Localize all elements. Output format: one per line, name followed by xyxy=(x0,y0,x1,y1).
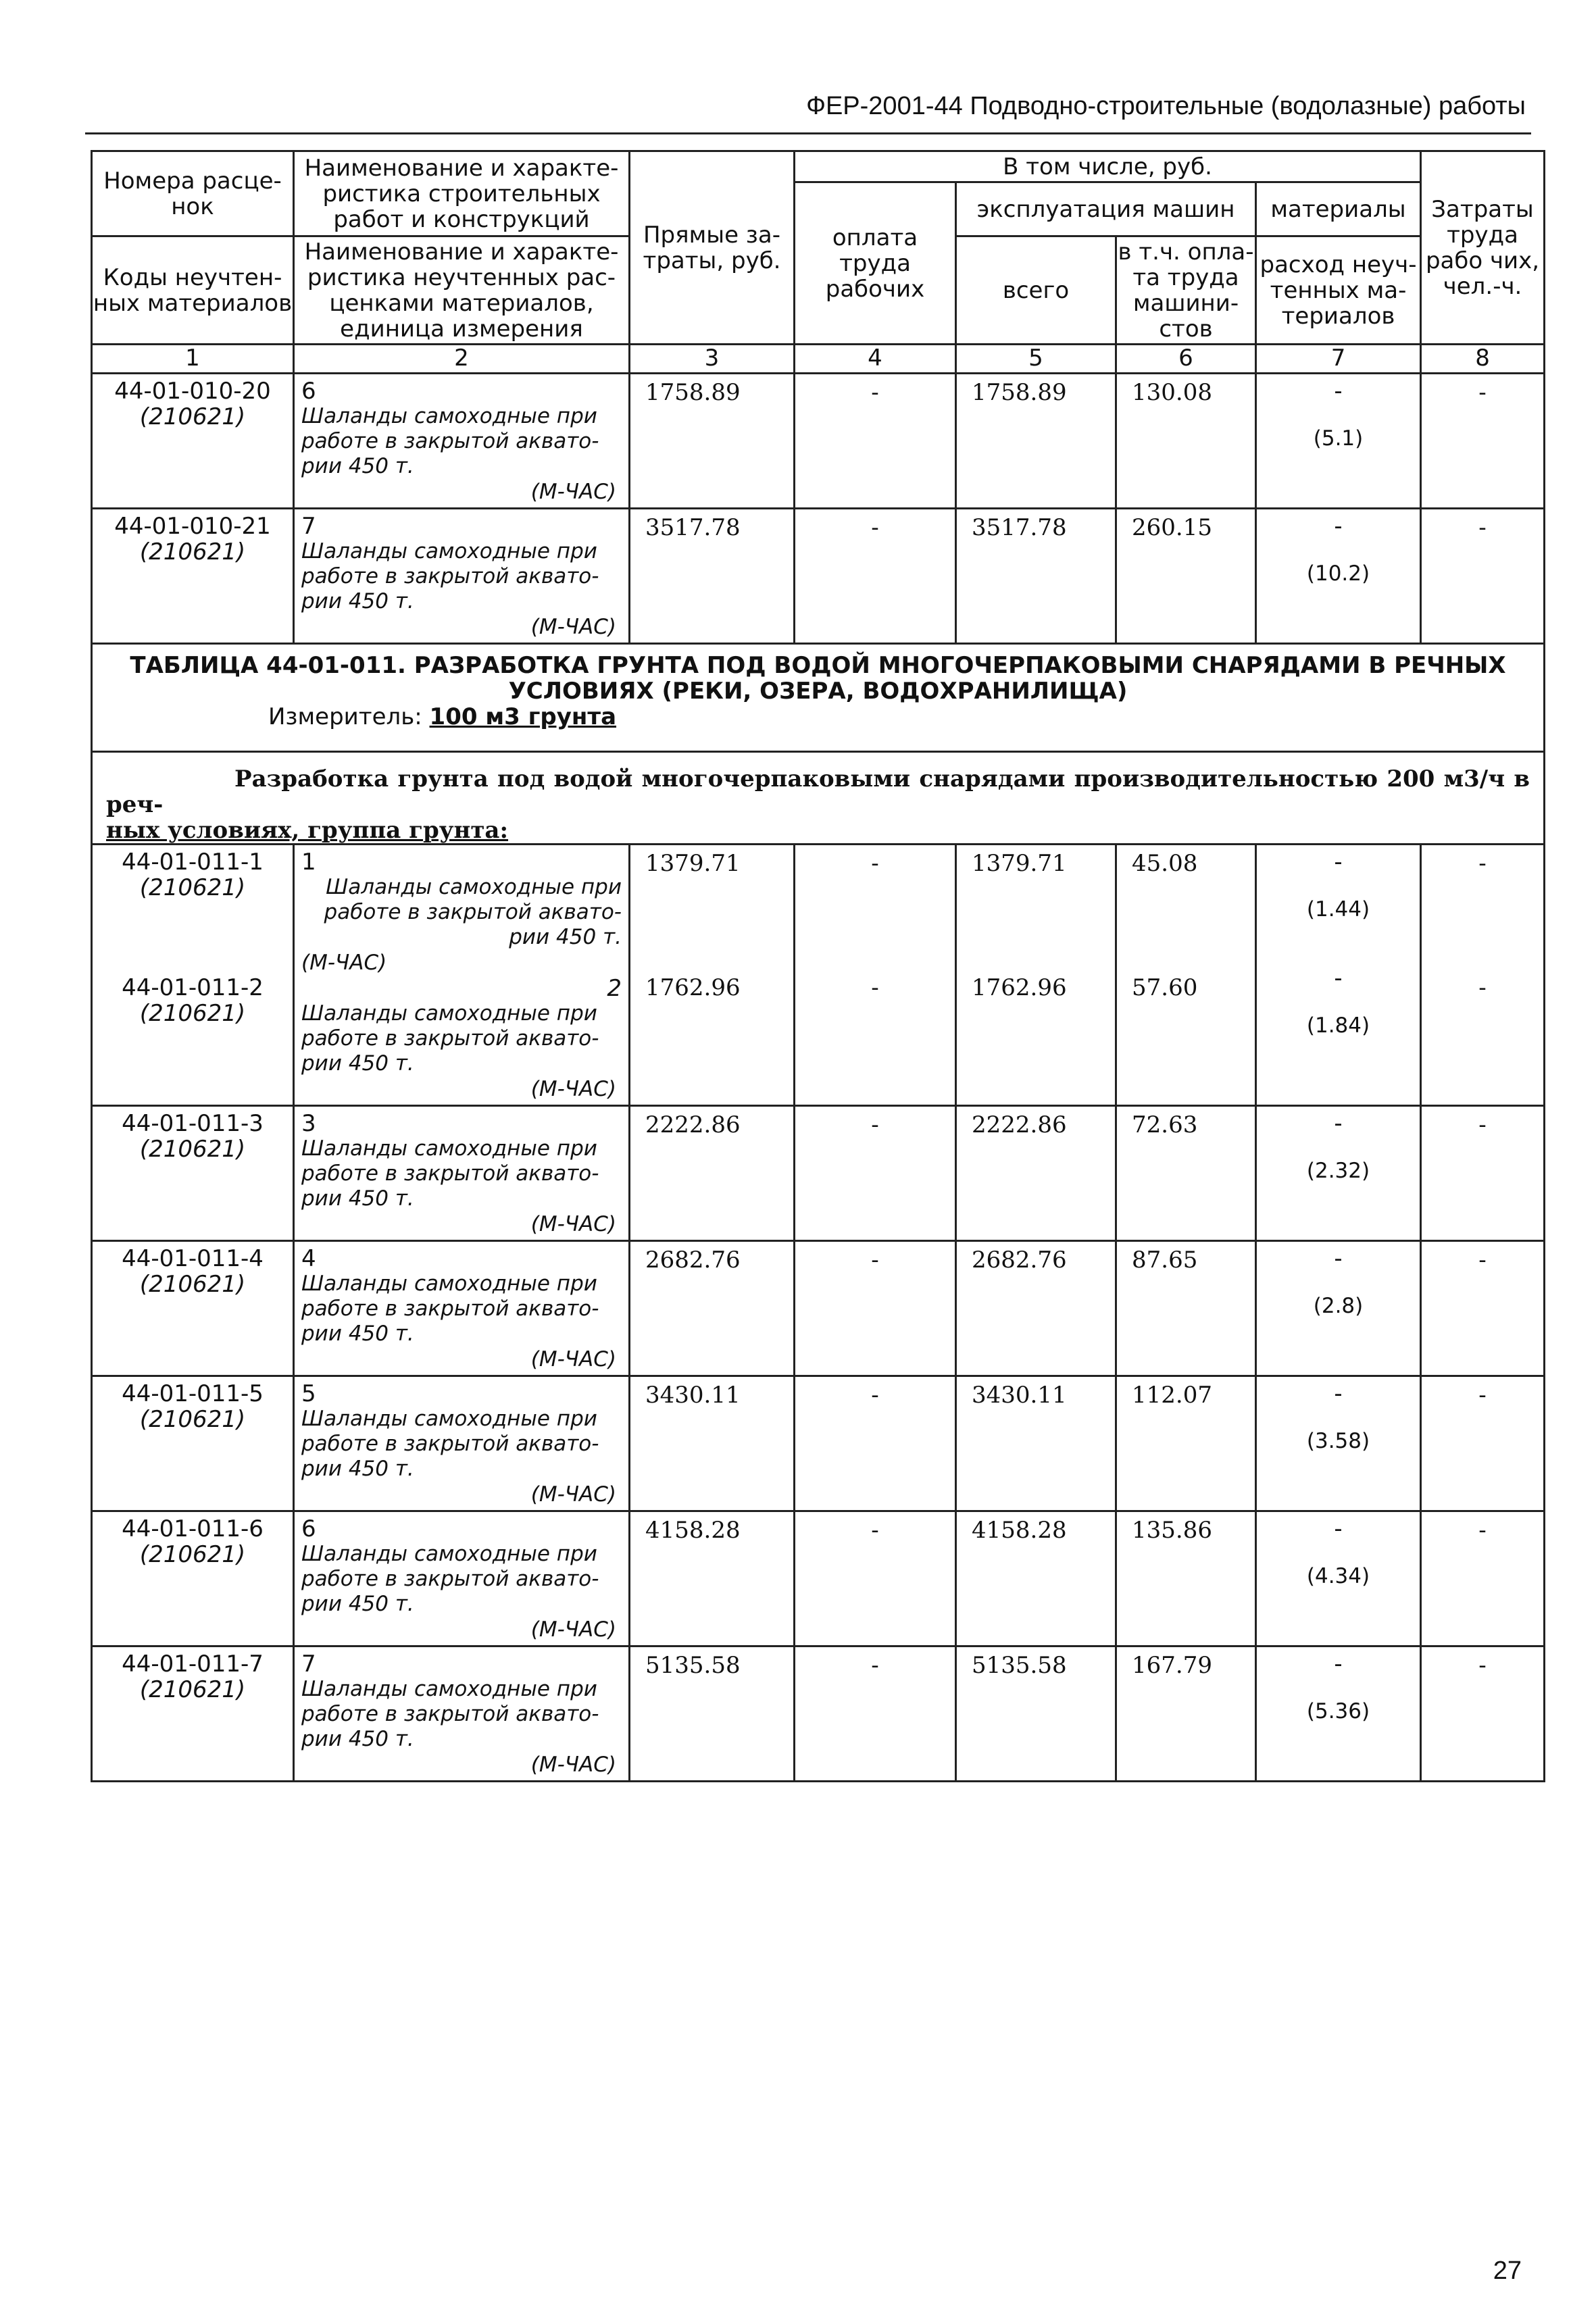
worker-pay: - xyxy=(795,509,956,644)
machinist-pay-cell xyxy=(1116,845,1256,1106)
material-code: (210621) xyxy=(139,1000,246,1027)
table-row xyxy=(92,1511,1545,1646)
unit-label: (М-ЧАС) xyxy=(530,615,616,639)
header-work-name: Наименование и характе-ристика строительных работ и конструкций xyxy=(294,151,630,236)
description-line: Шаланды самоходные при xyxy=(301,1136,597,1161)
rate-code: 44-01-011-1 xyxy=(122,849,264,876)
machines-total: 3517.78 xyxy=(956,509,1116,644)
description-line: Шаланды самоходные при xyxy=(301,1407,597,1431)
description-line: Шаланды самоходные при xyxy=(301,1542,597,1566)
code-cell xyxy=(92,1241,294,1376)
machinist-pay: 130.08 xyxy=(1116,374,1256,509)
worker-pay: - xyxy=(795,1511,956,1646)
machines-total: 1758.89 xyxy=(956,374,1116,509)
material-value: - xyxy=(1334,1651,1343,1678)
material-code: (210621) xyxy=(139,538,246,565)
running-header-text: ФЕР-2001-44 Подводно-строительные (водолазные) работы xyxy=(806,92,1526,120)
material-code: (210621) xyxy=(139,874,246,901)
material-cell xyxy=(1256,1376,1421,1511)
worker-pay: - xyxy=(795,1376,956,1511)
labor-hours: - xyxy=(1421,1511,1545,1646)
direct-cost: 5135.58 xyxy=(630,1646,795,1782)
machines-total: 3430.11 xyxy=(956,1376,1116,1511)
description-line: работе в закрытой аквато- xyxy=(301,1297,599,1321)
labor-hours: - xyxy=(1421,374,1545,509)
machinist-pay: 167.79 xyxy=(1116,1646,1256,1782)
machinist-pay: 72.63 xyxy=(1116,1106,1256,1241)
unit-label: (М-ЧАС) xyxy=(530,480,616,504)
column-number: 1 xyxy=(92,345,294,374)
section-heading-row xyxy=(92,752,1545,845)
worker-pay: - xyxy=(871,974,879,1001)
labor-hours: - xyxy=(1421,1376,1545,1511)
description-line: рии 450 т. xyxy=(301,1322,414,1346)
direct-cost: 1379.71 xyxy=(645,850,741,877)
unit-label: (М-ЧАС) xyxy=(530,1753,616,1777)
rate-code: 44-01-010-20 xyxy=(114,378,271,405)
description-cell xyxy=(294,509,630,644)
machines-total: 1762.96 xyxy=(972,974,1067,1001)
material-value: - xyxy=(1334,1515,1343,1542)
machinist-pay: 260.15 xyxy=(1116,509,1256,644)
direct-cost: 3517.78 xyxy=(630,509,795,644)
code-cell xyxy=(92,1511,294,1646)
description-cell xyxy=(294,1241,630,1376)
code-cell xyxy=(92,845,294,1106)
material-cell xyxy=(1256,1511,1421,1646)
description-line: работе в закрытой аквато- xyxy=(301,429,599,453)
column-number: 6 xyxy=(1116,345,1256,374)
material-quantity: (4.34) xyxy=(1306,1564,1370,1588)
header-machinist-pay: в т.ч. опла-та труда машини-стов xyxy=(1116,236,1256,345)
header-machines-total: всего xyxy=(956,236,1116,345)
direct-cost-cell xyxy=(630,845,795,1106)
description-line: Шаланды самоходные при xyxy=(301,1677,597,1701)
description-line: рии 450 т. xyxy=(301,1051,414,1076)
table-row xyxy=(92,509,1545,644)
measure-label: Измеритель: xyxy=(268,703,422,730)
description-line: работе в закрытой аквато- xyxy=(301,1567,599,1591)
description-line: Шаланды самоходные при xyxy=(326,875,622,899)
material-value: - xyxy=(1334,513,1343,540)
unit-label: (М-ЧАС) xyxy=(530,1077,616,1101)
material-code: (210621) xyxy=(139,1406,246,1433)
direct-cost: 1758.89 xyxy=(630,374,795,509)
material-cell xyxy=(1256,1241,1421,1376)
machines-total: 1379.71 xyxy=(972,850,1067,877)
item-number: 6 xyxy=(301,1515,316,1542)
column-number: 3 xyxy=(630,345,795,374)
direct-cost: 2682.76 xyxy=(630,1241,795,1376)
material-value: - xyxy=(1334,1380,1343,1407)
unit-label: (М-ЧАС) xyxy=(530,1212,616,1236)
description-cell xyxy=(294,1106,630,1241)
table-row xyxy=(92,1646,1545,1782)
machines-total: 2682.76 xyxy=(956,1241,1116,1376)
description-line: рии 450 т. xyxy=(301,1457,414,1481)
description-line: работе в закрытой аквато- xyxy=(301,564,599,588)
material-quantity: (2.32) xyxy=(1306,1159,1370,1183)
material-code: (210621) xyxy=(139,1136,246,1163)
section-heading-line-2 xyxy=(106,818,1530,843)
header-including: В том числе, руб. xyxy=(795,151,1421,182)
rate-code: 44-01-011-5 xyxy=(122,1380,264,1407)
description-line: Шаланды самоходные при xyxy=(301,1001,597,1026)
section-heading-underlined: ных условиях, группа грунта: xyxy=(106,817,509,844)
description-line: работе в закрытой аквато- xyxy=(301,1432,599,1456)
description-line: рии 450 т. xyxy=(301,1727,414,1751)
labor-hours: - xyxy=(1478,974,1487,1001)
direct-cost: 1762.96 xyxy=(645,974,741,1001)
code-cell xyxy=(92,509,294,644)
material-value: - xyxy=(1334,1245,1343,1272)
header-rate-numbers: Номера расце-нок xyxy=(92,151,294,236)
item-number: 1 xyxy=(301,849,316,876)
column-number: 2 xyxy=(294,345,630,374)
description-cell xyxy=(294,1511,630,1646)
unit-label: (М-ЧАС) xyxy=(530,1482,616,1507)
machinist-pay: 87.65 xyxy=(1116,1241,1256,1376)
spacer xyxy=(972,876,1115,975)
machines-total: 2222.86 xyxy=(956,1106,1116,1241)
direct-cost: 4158.28 xyxy=(630,1511,795,1646)
rate-code: 44-01-011-7 xyxy=(122,1651,264,1678)
machines-total-cell xyxy=(956,845,1116,1106)
rate-code: 44-01-011-2 xyxy=(122,974,264,1001)
header-material-usage: расход неуч-тенных ма-териалов xyxy=(1256,236,1421,345)
description-line: работе в закрытой аквато- xyxy=(301,1161,599,1186)
material-quantity: (5.1) xyxy=(1313,426,1364,451)
price-table xyxy=(91,150,1545,1782)
spacer xyxy=(1257,922,1420,965)
header-material-name: Наименование и характе-ристика неучтенных рас-ценками материалов, единица измерения xyxy=(294,236,630,345)
worker-pay: - xyxy=(795,374,956,509)
table-row xyxy=(92,1376,1545,1511)
spacer xyxy=(93,901,293,975)
rate-code: 44-01-011-3 xyxy=(122,1110,264,1137)
item-number: 3 xyxy=(301,1110,316,1137)
measure-line xyxy=(106,704,1530,730)
material-value: - xyxy=(1334,849,1343,876)
item-number: 7 xyxy=(301,513,316,540)
material-cell xyxy=(1256,1646,1421,1782)
spacer xyxy=(1132,876,1255,975)
column-number: 7 xyxy=(1256,345,1421,374)
labor-hours: - xyxy=(1421,509,1545,644)
code-cell xyxy=(92,1376,294,1511)
description-cell xyxy=(294,1646,630,1782)
description-line: работе в закрытой аквато- xyxy=(324,900,622,924)
rate-code: 44-01-011-4 xyxy=(122,1245,264,1272)
description-line: рии 450 т. xyxy=(301,454,414,478)
spacer xyxy=(1422,876,1543,975)
worker-pay: - xyxy=(795,1106,956,1241)
column-number-row xyxy=(92,345,1545,374)
material-value: - xyxy=(1334,965,1343,992)
header-materials: материалы xyxy=(1256,182,1421,236)
material-cell xyxy=(1256,509,1421,644)
running-header xyxy=(85,92,1531,134)
machinist-pay: 112.07 xyxy=(1116,1376,1256,1511)
item-number: 7 xyxy=(301,1651,316,1678)
description-line: Шаланды самоходные при xyxy=(301,404,597,428)
material-cell xyxy=(1256,1106,1421,1241)
machinist-pay: 45.08 xyxy=(1132,850,1198,877)
direct-cost: 2222.86 xyxy=(630,1106,795,1241)
description-line: рии 450 т. xyxy=(301,589,414,613)
labor-hours: - xyxy=(1478,850,1487,877)
column-number: 8 xyxy=(1421,345,1545,374)
material-value: - xyxy=(1334,1110,1343,1137)
section-heading xyxy=(92,752,1545,845)
description-line: рии 450 т. xyxy=(509,925,622,949)
code-cell xyxy=(92,374,294,509)
table-row-group xyxy=(92,845,1545,1106)
description-line: рии 450 т. xyxy=(301,1186,414,1211)
item-number: 4 xyxy=(301,1245,316,1272)
spacer xyxy=(645,876,793,975)
machinist-pay: 135.86 xyxy=(1116,1511,1256,1646)
table-row xyxy=(92,1241,1545,1376)
description-line: работе в закрытой аквато- xyxy=(301,1702,599,1726)
worker-pay: - xyxy=(795,1646,956,1782)
labor-hours: - xyxy=(1421,1106,1545,1241)
header-labor-hours: Затраты труда рабо чих, чел.-ч. xyxy=(1421,151,1545,345)
unit-label: (М-ЧАС) xyxy=(530,1347,616,1372)
header-material-codes: Коды неучтен-ных материалов xyxy=(92,236,294,345)
measure-value: 100 м3 грунта xyxy=(429,703,617,730)
header-worker-pay: оплата труда рабочих xyxy=(795,182,956,345)
unit-label: (М-ЧАС) xyxy=(530,1617,616,1642)
description-cell xyxy=(294,845,630,1106)
description-line: работе в закрытой аквато- xyxy=(301,1026,599,1051)
machines-total: 4158.28 xyxy=(956,1511,1116,1646)
material-quantity: (10.2) xyxy=(1306,561,1370,586)
item-number: 6 xyxy=(301,378,316,405)
material-quantity: (5.36) xyxy=(1306,1699,1370,1724)
material-quantity: (3.58) xyxy=(1306,1429,1370,1453)
material-code: (210621) xyxy=(139,403,246,430)
spacer xyxy=(795,876,955,975)
labor-hours-cell xyxy=(1421,845,1545,1106)
material-quantity: (1.84) xyxy=(1306,1013,1370,1038)
table-row xyxy=(92,374,1545,509)
code-cell xyxy=(92,1106,294,1241)
description-line: рии 450 т. xyxy=(301,1592,414,1616)
labor-hours: - xyxy=(1421,1241,1545,1376)
material-code: (210621) xyxy=(139,1541,246,1568)
table-title: ТАБЛИЦА 44-01-011. РАЗРАБОТКА ГРУНТА ПОД ВОДОЙ МНОГОЧЕРПАКОВЫМИ СНАРЯДАМИ В РЕЧНЫХ УСЛОВИЯХ (РЕКИ, ОЗЕРА, ВОДОХРАНИЛИЩА) xyxy=(130,652,1506,705)
rate-code: 44-01-011-6 xyxy=(122,1515,264,1542)
code-cell xyxy=(92,1646,294,1782)
material-value: - xyxy=(1334,378,1343,405)
material-code: (210621) xyxy=(139,1271,246,1298)
description-line: Шаланды самоходные при xyxy=(301,539,597,563)
header-direct-costs: Прямые за-траты, руб. xyxy=(630,151,795,345)
worker-pay: - xyxy=(871,850,879,877)
table-title-cell xyxy=(92,644,1545,752)
description-cell xyxy=(294,374,630,509)
worker-pay: - xyxy=(795,1241,956,1376)
page-number: 27 xyxy=(1493,2257,1522,2285)
rate-code: 44-01-010-21 xyxy=(114,513,271,540)
item-number: 5 xyxy=(301,1380,316,1407)
labor-hours: - xyxy=(1421,1646,1545,1782)
table-row xyxy=(92,1106,1545,1241)
column-number: 4 xyxy=(795,345,956,374)
material-code: (210621) xyxy=(139,1676,246,1703)
header-machines: эксплуатация машин xyxy=(956,182,1256,236)
description-cell xyxy=(294,1376,630,1511)
worker-pay-cell xyxy=(795,845,956,1106)
material-quantity: (2.8) xyxy=(1313,1294,1364,1318)
description-line: Шаланды самоходные при xyxy=(301,1272,597,1296)
machines-total: 5135.58 xyxy=(956,1646,1116,1782)
material-cell xyxy=(1256,845,1421,1106)
table-title-row xyxy=(92,644,1545,752)
section-heading-line: Разработка грунта под водой многочерпаковыми снарядами производительностью 200 м3/ч в реч- xyxy=(106,765,1530,818)
machinist-pay: 57.60 xyxy=(1132,974,1198,1001)
material-quantity: (1.44) xyxy=(1306,897,1370,922)
item-number: 2 xyxy=(607,975,622,1002)
direct-cost: 3430.11 xyxy=(630,1376,795,1511)
column-number: 5 xyxy=(956,345,1116,374)
material-cell xyxy=(1256,374,1421,509)
unit-label: (М-ЧАС) xyxy=(301,951,387,975)
